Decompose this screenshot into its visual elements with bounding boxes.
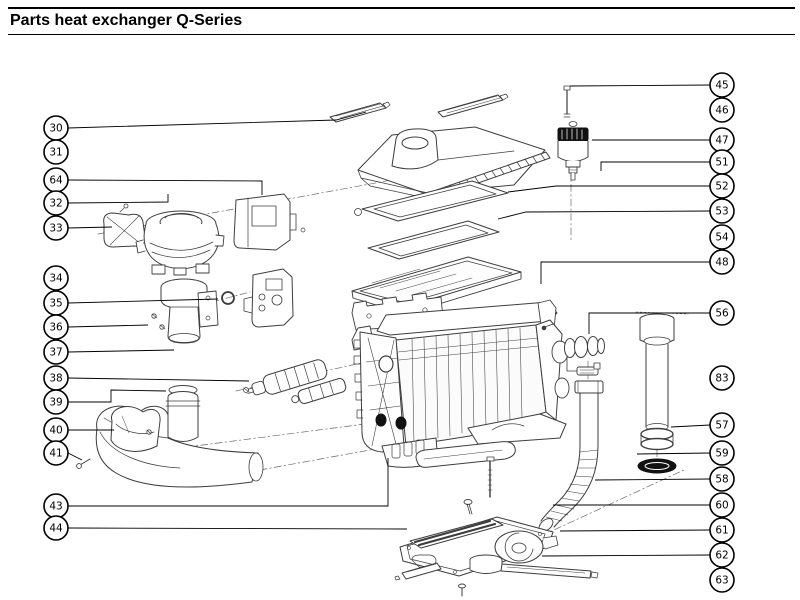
balloon-41[interactable] [44, 441, 82, 465]
balloon-number: 62 [715, 549, 729, 562]
leader-line-48 [541, 262, 710, 284]
balloon-number: 53 [715, 205, 729, 218]
balloon-number: 59 [715, 447, 729, 460]
balloon-62[interactable] [542, 543, 734, 567]
screw-blower-2 [160, 325, 165, 329]
balloon-number: 32 [49, 197, 63, 210]
balloon-number: 61 [715, 524, 729, 537]
balloon-45[interactable] [570, 73, 734, 97]
balloon-37[interactable] [44, 340, 174, 364]
balloon-57[interactable] [671, 413, 734, 437]
balloon-number: 47 [715, 134, 729, 147]
balloon-54[interactable] [710, 225, 734, 249]
page-header [8, 7, 795, 35]
balloon-number: 52 [715, 180, 729, 193]
balloon-64[interactable] [44, 168, 262, 195]
balloon-number: 37 [49, 346, 63, 359]
balloon-number: 39 [49, 396, 63, 409]
balloon-number: 33 [49, 222, 63, 235]
balloon-number: 36 [49, 321, 63, 334]
top-rule [8, 7, 795, 9]
leader-line-64 [68, 180, 262, 195]
balloon-number: 48 [715, 256, 729, 269]
balloon-51[interactable] [601, 150, 734, 174]
balloon-number: 40 [49, 424, 63, 437]
title-rule [8, 34, 795, 35]
balloon-48[interactable] [541, 250, 734, 284]
part-mount-bracket [104, 204, 145, 247]
part-hose-clamp [577, 363, 600, 375]
balloon-number: 64 [49, 174, 63, 187]
balloon-32[interactable] [44, 191, 168, 215]
part-housing-bracket [234, 194, 305, 250]
leader-line-30 [68, 112, 366, 128]
balloon-number: 43 [49, 500, 63, 513]
balloon-number: 38 [49, 372, 63, 385]
balloon-52[interactable] [508, 174, 734, 198]
part-heat-exchanger [352, 300, 569, 467]
balloon-number: 41 [49, 447, 63, 460]
leader-line-38 [68, 378, 249, 381]
artwork-layer [77, 86, 688, 596]
part-fuel-pump [558, 86, 588, 180]
screw-duct-2 [147, 430, 151, 434]
balloon-36[interactable] [44, 315, 148, 339]
screw-bolt-long [487, 457, 494, 497]
leader-line-58 [595, 479, 710, 480]
leader-line-53 [498, 211, 710, 219]
balloon-number: 45 [715, 79, 729, 92]
balloon-44[interactable] [44, 516, 407, 540]
balloon-number: 31 [49, 146, 63, 159]
part-muffler-gasket [638, 459, 676, 473]
part-duct-cover [111, 407, 160, 452]
balloon-83[interactable] [710, 366, 734, 390]
part-flex-hose [537, 446, 598, 534]
balloon-number: 83 [715, 372, 729, 385]
balloon-number: 35 [49, 297, 63, 310]
balloon-number: 58 [715, 473, 729, 486]
balloon-33[interactable] [44, 216, 112, 240]
screw-tray-small [459, 584, 466, 596]
balloon-47[interactable] [592, 128, 734, 152]
balloon-number: 44 [49, 522, 63, 535]
balloon-46[interactable] [710, 98, 734, 122]
leader-line-57 [671, 425, 710, 427]
balloon-60[interactable] [553, 493, 734, 517]
leader-line-41 [68, 453, 82, 460]
balloon-number: 57 [715, 419, 729, 432]
balloon-38[interactable] [44, 366, 249, 390]
leader-line-51 [601, 162, 710, 171]
part-muffler [640, 314, 674, 450]
leader-line-36 [68, 325, 148, 327]
part-combustion-chamber [161, 279, 218, 343]
balloon-34[interactable] [44, 266, 68, 290]
balloon-number: 63 [715, 574, 729, 587]
balloon-53[interactable] [498, 199, 734, 223]
part-blower [136, 211, 224, 275]
screw-blower-1 [152, 314, 157, 318]
balloon-number: 34 [49, 272, 63, 285]
part-seal-strip-right [438, 94, 508, 117]
leader-line-61 [560, 530, 710, 531]
balloon-number: 30 [49, 122, 63, 135]
screw-duct [77, 459, 90, 468]
balloon-63[interactable] [710, 568, 734, 592]
screw-tray [464, 500, 472, 515]
part-seal-strip-bottom-right [501, 564, 598, 578]
leader-line-37 [68, 350, 174, 352]
leader-line-52 [508, 186, 710, 192]
leader-line-45 [570, 85, 710, 86]
balloon-number: 51 [715, 156, 729, 169]
leader-line-39 [68, 390, 166, 402]
leader-line-32 [68, 194, 168, 203]
leader-line-44 [68, 528, 407, 529]
balloon-number: 60 [715, 499, 729, 512]
screw-glow [244, 388, 250, 393]
part-exhaust-pipe [575, 381, 603, 446]
part-gasket-frame-2 [368, 221, 499, 259]
balloon-61[interactable] [560, 518, 734, 542]
leader-line-62 [542, 555, 710, 556]
balloon-number: 56 [715, 307, 729, 320]
balloon-31[interactable] [44, 140, 68, 164]
leader-line-59 [637, 453, 710, 454]
page-title: Parts heat exchanger Q-Series [10, 12, 243, 29]
balloon-number: 46 [715, 104, 729, 117]
part-burner-housing [244, 269, 293, 327]
balloon-number: 54 [715, 231, 729, 244]
balloon-30[interactable] [44, 112, 366, 140]
